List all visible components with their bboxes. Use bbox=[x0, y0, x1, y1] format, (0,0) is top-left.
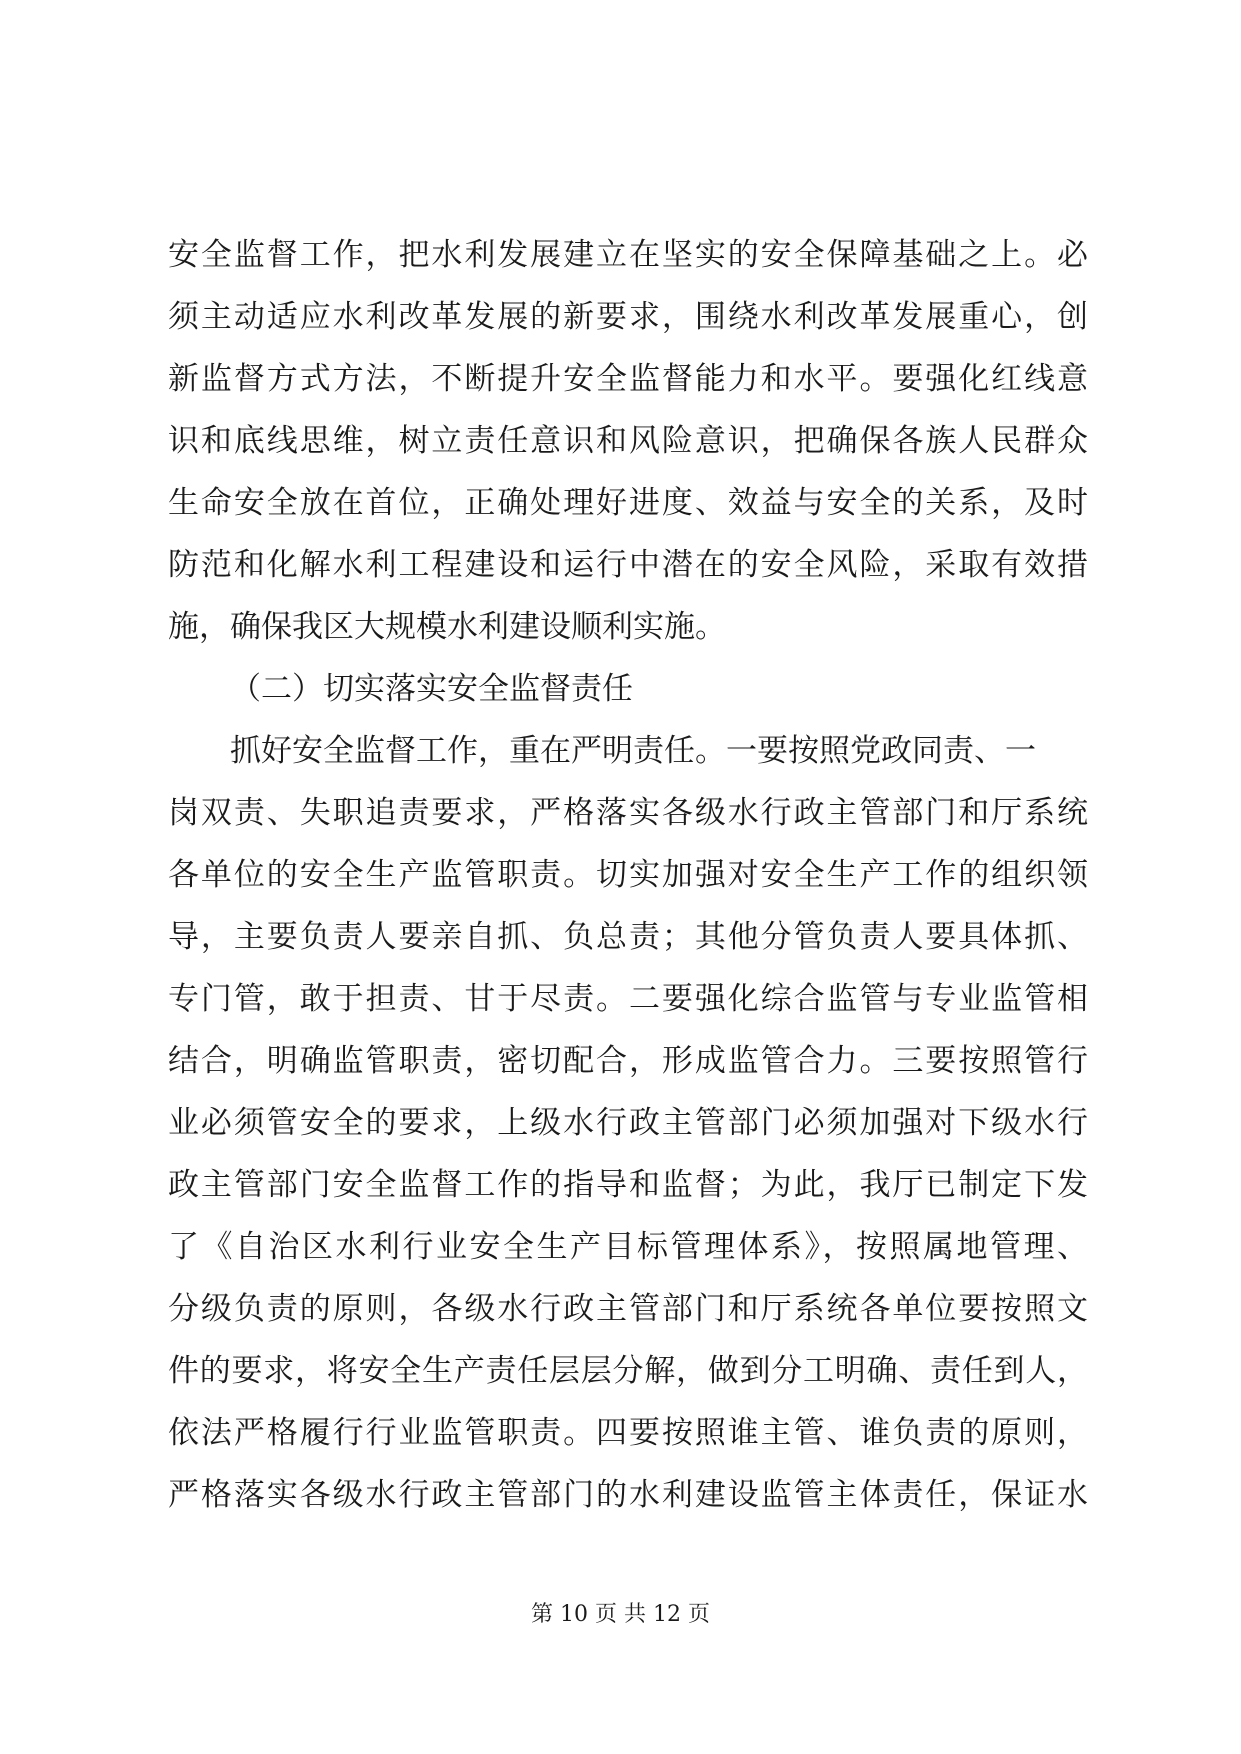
page-footer: 第 10 页 共 12 页 bbox=[531, 1602, 710, 1627]
text-line: 须主动适应水利改革发展的新要求，围绕水利改革发展重心，创 bbox=[168, 299, 1088, 335]
text-line: 政主管部门安全监督工作的指导和监督；为此，我厅已制定下发 bbox=[168, 1167, 1088, 1203]
paragraph-first-line: 抓好安全监督工作，重在严明责任。一要按照党政同责、一 bbox=[230, 733, 1036, 769]
text-line: 施，确保我区大规模水利建设顺利实施。 bbox=[168, 609, 726, 645]
text-line: 分级负责的原则，各级水行政主管部门和厅系统各单位要按照文 bbox=[168, 1291, 1088, 1327]
text-line: 了《自治区水利行业安全生产目标管理体系》，按照属地管理、 bbox=[168, 1229, 1088, 1265]
text-line: 生命安全放在首位，正确处理好进度、效益与安全的关系，及时 bbox=[168, 485, 1088, 521]
body-text bbox=[168, 224, 1088, 1526]
text-line: 新监督方式方法，不断提升安全监督能力和水平。要强化红线意 bbox=[168, 361, 1088, 397]
text-line: 识和底线思维，树立责任意识和风险意识，把确保各族人民群众 bbox=[168, 423, 1088, 459]
text-line: 各单位的安全生产监管职责。切实加强对安全生产工作的组织领 bbox=[168, 857, 1088, 893]
text-line: 导，主要负责人要亲自抓、负总责；其他分管负责人要具体抓、 bbox=[168, 919, 1088, 955]
section-heading: （二）切实落实安全监督责任 bbox=[230, 671, 633, 707]
text-line: 件的要求，将安全生产责任层层分解，做到分工明确、责任到人， bbox=[168, 1353, 1088, 1389]
text-line: 专门管，敢于担责、甘于尽责。二要强化综合监管与专业监管相 bbox=[168, 981, 1088, 1017]
text-line: 依法严格履行行业监管职责。四要按照谁主管、谁负责的原则， bbox=[168, 1415, 1088, 1451]
text-line: 防范和化解水利工程建设和运行中潜在的安全风险，采取有效措 bbox=[168, 547, 1088, 583]
text-line: 岗双责、失职追责要求，严格落实各级水行政主管部门和厅系统 bbox=[168, 795, 1088, 831]
text-line: 安全监督工作，把水利发展建立在坚实的安全保障基础之上。必 bbox=[168, 237, 1088, 273]
text-line: 结合，明确监管职责，密切配合，形成监管合力。三要按照管行 bbox=[168, 1043, 1088, 1079]
text-line: 严格落实各级水行政主管部门的水利建设监管主体责任，保证水 bbox=[168, 1477, 1088, 1513]
text-line: 业必须管安全的要求，上级水行政主管部门必须加强对下级水行 bbox=[168, 1105, 1088, 1141]
